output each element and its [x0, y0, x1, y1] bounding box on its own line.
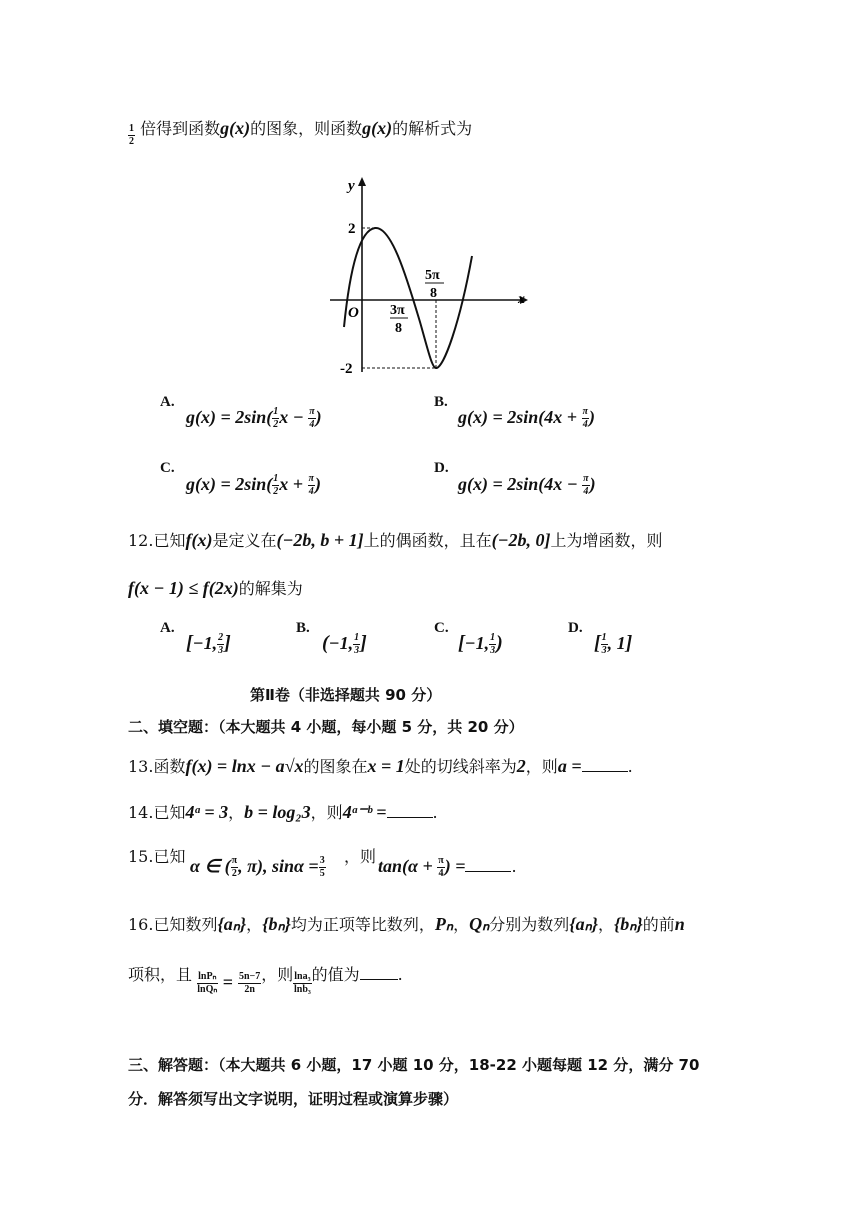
- q13-answer-blank: [582, 759, 628, 772]
- q16-answer-blank: [360, 967, 398, 980]
- y-axis-arrow: [358, 177, 366, 186]
- q15-prefix: 15.已知: [128, 847, 186, 866]
- sine-graph: [320, 172, 530, 382]
- origin-label: O: [348, 305, 359, 321]
- part-2-title: 第Ⅱ卷（非选择题共 90 分）: [250, 686, 442, 704]
- q15-then: ，则: [344, 847, 377, 866]
- q12-option-c-label: C.: [434, 620, 449, 636]
- q12-option-a: [−1, $\frac{2}{3}$ ]: [186, 632, 231, 657]
- q11-option-b: g(x) = 2sin(4x + $\frac{\pi}{4}$ ): [458, 406, 595, 431]
- section-3-header-line-2: 分．解答须写出文字说明，证明过程或演算步骤）: [128, 1090, 459, 1108]
- q15-question: tan(α + $\frac{\pi}{4}$ ) = .: [378, 855, 517, 879]
- q15-condition: α ∈ ( $\frac{\pi}{2}$ , π), sinα = $\frac{3}{5}$: [190, 855, 325, 879]
- q11-option-b-label: B.: [434, 394, 448, 410]
- x-axis-label: x: [518, 292, 525, 307]
- q16-line-1: 16.已知数列{aₙ}，{bₙ}均为正项等比数列，Pₙ，Qₙ分别为数列{aₙ}，{bₙ}的前n: [128, 914, 685, 934]
- q11-option-a: g(x) = 2sin( $\frac{1}{2}$ x − $\frac{\pi}{4}$ ): [186, 406, 322, 431]
- q12-option-d-label: D.: [568, 620, 583, 636]
- tick-3pi-8-num: 3π: [390, 303, 405, 318]
- y-axis-label: y: [348, 178, 355, 194]
- sine-curve: [344, 228, 472, 368]
- section-2-header: 二、填空题：（本大题共 4 小题，每小题 5 分，共 20 分）: [128, 718, 524, 736]
- q12-option-c: [−1, $\frac{1}{3}$ ): [458, 632, 503, 657]
- q11-option-c-label: C.: [160, 460, 175, 476]
- fraction-one-half: $\frac{1}{2}$: [129, 123, 134, 147]
- q12-option-d: [ $\frac{1}{3}$ , 1]: [594, 632, 633, 657]
- y-min-label: -2: [340, 361, 353, 377]
- tick-5pi-8-den: 8: [430, 286, 437, 301]
- q11-option-d: g(x) = 2sin(4x − $\frac{\pi}{4}$ ): [458, 473, 596, 498]
- q13: 13.函数f(x) = lnx − a√x的图象在x = 1处的切线斜率为2，则a = .: [128, 756, 633, 776]
- q14: 14.已知4ᵃ = 3，b = log₂3，则4ᵃ⁻ᵇ = .: [128, 802, 438, 822]
- q11-continuation: $\frac{1}{2}$ 倍得到函数g(x)的图象，则函数g(x)的解析式为: [129, 118, 473, 147]
- q11-option-d-label: D.: [434, 460, 449, 476]
- q16-line-2: 项积，且 $\frac{\text{lnPₙ}}{\text{lnQₙ}}$ = $\frac{5n-7}{2n}$ ，则 $\frac{\text{lna₃}}{\text{lnb₃}}$ 的值为 .: [128, 965, 403, 995]
- q12-option-b-label: B.: [296, 620, 310, 636]
- q12-option-b: (−1, $\frac{1}{3}$ ]: [322, 632, 367, 657]
- q15-answer-blank: [465, 859, 511, 872]
- section-3-header-line-1: 三、解答题：（本大题共 6 小题，17 小题 10 分，18-22 小题每题 12 分，满分 70: [128, 1056, 700, 1074]
- q12-line-1: 12.已知f(x)是定义在(−2b, b + 1]上的偶函数，且在(−2b, 0]上为增函数，则: [128, 530, 663, 550]
- q12-line-2: f(x − 1) ≤ f(2x)的解集为: [128, 578, 303, 598]
- q14-answer-blank: [387, 805, 433, 818]
- tick-3pi-8-den: 8: [395, 321, 402, 336]
- q11-option-c: g(x) = 2sin( $\frac{1}{2}$ x + $\frac{\pi}{4}$ ): [186, 473, 321, 498]
- tick-5pi-8-num: 5π: [425, 268, 440, 283]
- y-max-label: 2: [348, 221, 356, 237]
- q12-option-a-label: A.: [160, 620, 175, 636]
- q11-option-a-label: A.: [160, 394, 175, 410]
